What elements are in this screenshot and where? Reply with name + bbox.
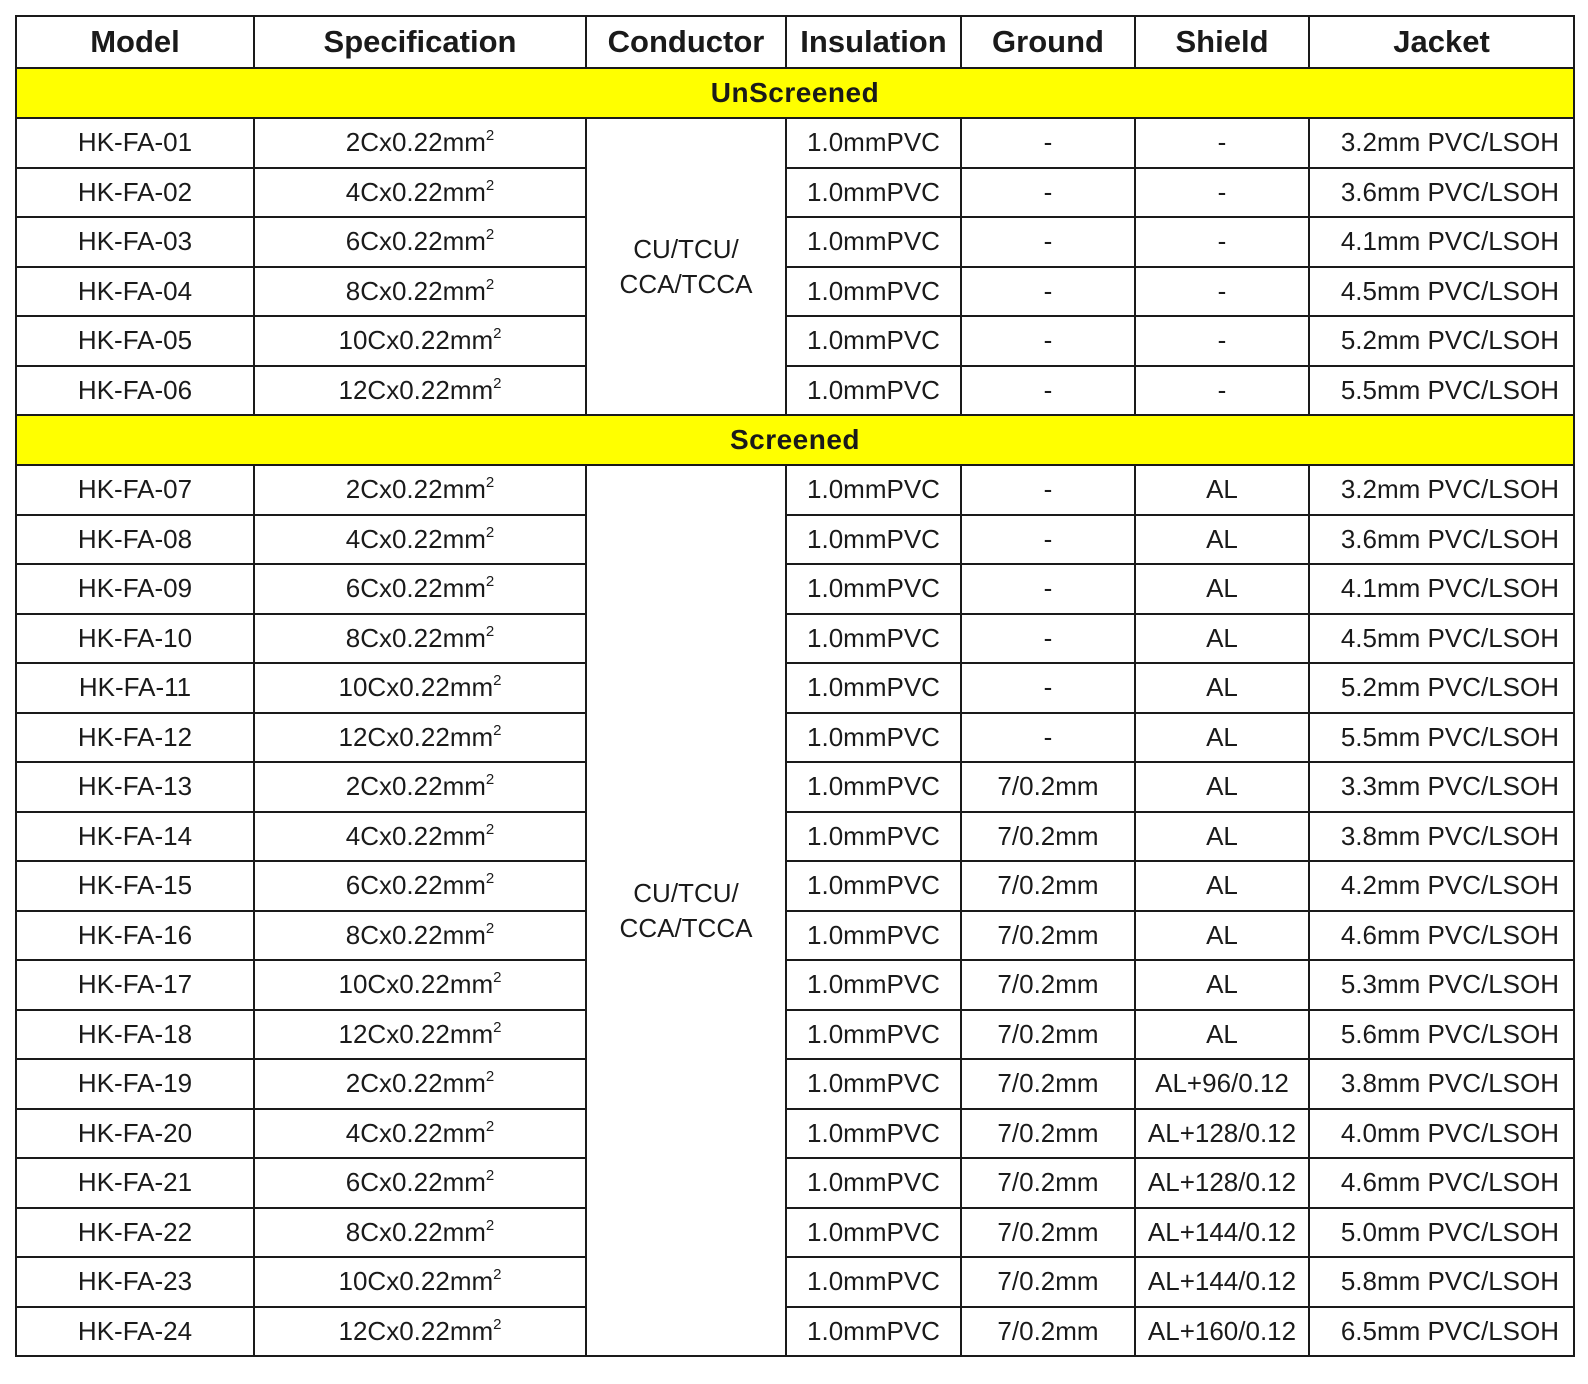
cell-shield: AL (1135, 1010, 1309, 1060)
section-header-row (16, 415, 1574, 465)
cell-ground: 7/0.2mm (961, 1158, 1135, 1208)
table-row (16, 713, 1574, 763)
table-row (16, 762, 1574, 812)
spec-superscript: 2 (485, 176, 495, 194)
cell-jacket: 4.0mm PVC/LSOH (1309, 1109, 1574, 1159)
cell-model: HK-FA-06 (16, 366, 254, 416)
cell-model: HK-FA-04 (16, 267, 254, 317)
cell-ground: 7/0.2mm (961, 911, 1135, 961)
cell-insulation: 1.0mmPVC (786, 1010, 961, 1060)
cell-specification (254, 1158, 586, 1208)
cell-jacket: 4.5mm PVC/LSOH (1309, 614, 1574, 664)
cell-insulation: 1.0mmPVC (786, 316, 961, 366)
table-row (16, 316, 1574, 366)
cell-shield: - (1135, 366, 1309, 416)
spec-unit: mm (442, 870, 486, 901)
spec-superscript: 2 (485, 771, 495, 789)
spec-value: 12Cx0.22 (338, 1315, 450, 1346)
spec-unit: mm (442, 919, 486, 950)
cell-shield: AL (1135, 960, 1309, 1010)
cell-jacket: 3.3mm PVC/LSOH (1309, 762, 1574, 812)
cell-conductor (586, 465, 786, 1356)
cell-model: HK-FA-16 (16, 911, 254, 961)
cable-spec-table (15, 15, 1575, 1357)
table-row (16, 812, 1574, 862)
conductor-line: CU/TCU/ (633, 877, 739, 908)
conductor-line: CCA/TCCA (619, 912, 753, 943)
cell-ground: - (961, 118, 1135, 168)
header-row (16, 16, 1574, 68)
cell-jacket: 3.6mm PVC/LSOH (1309, 168, 1574, 218)
spec-value: 8Cx0.22 (345, 275, 443, 306)
cell-insulation: 1.0mmPVC (786, 762, 961, 812)
spec-unit: mm (442, 226, 486, 257)
cell-specification (254, 515, 586, 565)
cell-model: HK-FA-08 (16, 515, 254, 565)
table-row (16, 861, 1574, 911)
cell-model: HK-FA-07 (16, 465, 254, 515)
spec-unit: mm (449, 969, 494, 1000)
cell-shield: AL (1135, 465, 1309, 515)
spec-superscript: 2 (485, 919, 495, 937)
header-shield: Shield (1135, 16, 1309, 68)
cell-jacket: 4.1mm PVC/LSOH (1309, 564, 1574, 614)
cell-specification (254, 1010, 586, 1060)
cell-ground: - (961, 267, 1135, 317)
cell-conductor (586, 118, 786, 415)
spec-superscript: 2 (485, 1167, 495, 1185)
cell-specification (254, 762, 586, 812)
spec-value: 6Cx0.22 (345, 870, 443, 901)
spec-value: 4Cx0.22 (345, 1117, 443, 1148)
cell-specification (254, 960, 586, 1010)
cell-model: HK-FA-23 (16, 1257, 254, 1307)
cell-insulation: 1.0mmPVC (786, 713, 961, 763)
cell-shield: AL (1135, 713, 1309, 763)
cell-shield: AL (1135, 663, 1309, 713)
table-row (16, 118, 1574, 168)
spec-unit: mm (442, 573, 486, 604)
cell-ground: 7/0.2mm (961, 1208, 1135, 1258)
cell-jacket: 6.5mm PVC/LSOH (1309, 1307, 1574, 1357)
cell-insulation: 1.0mmPVC (786, 663, 961, 713)
cell-ground: 7/0.2mm (961, 812, 1135, 862)
spec-value: 4Cx0.22 (345, 523, 443, 554)
spec-superscript: 2 (485, 622, 495, 640)
cell-ground: 7/0.2mm (961, 861, 1135, 911)
cell-model: HK-FA-05 (16, 316, 254, 366)
header-ground: Ground (961, 16, 1135, 68)
cell-insulation: 1.0mmPVC (786, 1208, 961, 1258)
cell-insulation: 1.0mmPVC (786, 118, 961, 168)
spec-superscript: 2 (493, 1266, 502, 1284)
table-row (16, 515, 1574, 565)
cell-shield: - (1135, 168, 1309, 218)
spec-superscript: 2 (485, 127, 495, 145)
cell-specification (254, 812, 586, 862)
spec-superscript: 2 (493, 1018, 502, 1036)
cell-specification (254, 217, 586, 267)
cell-insulation: 1.0mmPVC (786, 1109, 961, 1159)
header-insulation: Insulation (786, 16, 961, 68)
cell-model: HK-FA-10 (16, 614, 254, 664)
spec-unit: mm (449, 1315, 494, 1346)
table-row (16, 1257, 1574, 1307)
cell-jacket: 5.5mm PVC/LSOH (1309, 366, 1574, 416)
cell-jacket: 4.5mm PVC/LSOH (1309, 267, 1574, 317)
cell-model: HK-FA-12 (16, 713, 254, 763)
spec-superscript: 2 (485, 1216, 495, 1234)
cell-shield: AL+128/0.12 (1135, 1158, 1309, 1208)
spec-value: 2Cx0.22 (345, 771, 443, 802)
cell-shield: AL (1135, 614, 1309, 664)
cell-specification (254, 465, 586, 515)
table-row (16, 267, 1574, 317)
cell-insulation: 1.0mmPVC (786, 812, 961, 862)
spec-superscript: 2 (493, 969, 502, 987)
conductor-line: CU/TCU/ (633, 233, 739, 264)
cell-model: HK-FA-22 (16, 1208, 254, 1258)
spec-unit: mm (442, 1117, 486, 1148)
header-specification: Specification (254, 16, 586, 68)
cell-specification (254, 316, 586, 366)
spec-superscript: 2 (493, 721, 502, 739)
cell-jacket: 3.2mm PVC/LSOH (1309, 465, 1574, 515)
cell-model: HK-FA-21 (16, 1158, 254, 1208)
cell-specification (254, 118, 586, 168)
table-row (16, 663, 1574, 713)
table-row (16, 564, 1574, 614)
spec-superscript: 2 (485, 573, 495, 591)
spec-unit: mm (442, 127, 486, 158)
spec-superscript: 2 (493, 374, 502, 392)
spec-superscript: 2 (485, 1117, 495, 1135)
cell-jacket: 5.6mm PVC/LSOH (1309, 1010, 1574, 1060)
cell-shield: AL (1135, 564, 1309, 614)
cell-ground: - (961, 465, 1135, 515)
cell-ground: 7/0.2mm (961, 960, 1135, 1010)
cell-specification (254, 614, 586, 664)
cell-specification (254, 911, 586, 961)
cell-shield: AL+160/0.12 (1135, 1307, 1309, 1357)
cell-model: HK-FA-03 (16, 217, 254, 267)
spec-value: 12Cx0.22 (338, 721, 450, 752)
cell-shield: AL (1135, 911, 1309, 961)
cell-insulation: 1.0mmPVC (786, 267, 961, 317)
cell-jacket: 5.5mm PVC/LSOH (1309, 713, 1574, 763)
spec-value: 10Cx0.22 (338, 325, 450, 356)
header-jacket: Jacket (1309, 16, 1574, 68)
table-row (16, 960, 1574, 1010)
cell-jacket: 5.2mm PVC/LSOH (1309, 316, 1574, 366)
cell-model: HK-FA-15 (16, 861, 254, 911)
cell-specification (254, 713, 586, 763)
cell-jacket: 3.8mm PVC/LSOH (1309, 812, 1574, 862)
table-row (16, 1208, 1574, 1258)
table-row (16, 465, 1574, 515)
spec-value: 6Cx0.22 (345, 573, 443, 604)
spec-superscript: 2 (485, 474, 495, 492)
cell-jacket: 5.0mm PVC/LSOH (1309, 1208, 1574, 1258)
cell-specification (254, 168, 586, 218)
spec-value: 12Cx0.22 (338, 374, 450, 405)
cell-ground: - (961, 564, 1135, 614)
cell-ground: - (961, 168, 1135, 218)
cell-jacket: 4.1mm PVC/LSOH (1309, 217, 1574, 267)
spec-unit: mm (442, 523, 486, 554)
spec-value: 4Cx0.22 (345, 176, 443, 207)
cell-specification (254, 1109, 586, 1159)
cell-jacket: 4.6mm PVC/LSOH (1309, 1158, 1574, 1208)
conductor-line: CCA/TCCA (619, 268, 753, 299)
cell-insulation: 1.0mmPVC (786, 861, 961, 911)
cell-ground: 7/0.2mm (961, 1059, 1135, 1109)
cell-model: HK-FA-09 (16, 564, 254, 614)
spec-unit: mm (442, 474, 486, 505)
table-row (16, 1010, 1574, 1060)
cell-shield: AL+144/0.12 (1135, 1208, 1309, 1258)
cell-model: HK-FA-02 (16, 168, 254, 218)
cell-insulation: 1.0mmPVC (786, 217, 961, 267)
spec-superscript: 2 (485, 275, 495, 293)
cell-insulation: 1.0mmPVC (786, 911, 961, 961)
cell-insulation: 1.0mmPVC (786, 465, 961, 515)
cell-model: HK-FA-18 (16, 1010, 254, 1060)
spec-unit: mm (442, 275, 486, 306)
spec-superscript: 2 (493, 1315, 502, 1333)
cell-specification (254, 1208, 586, 1258)
cell-specification (254, 366, 586, 416)
spec-superscript: 2 (485, 820, 495, 838)
cell-insulation: 1.0mmPVC (786, 515, 961, 565)
spec-value: 2Cx0.22 (345, 127, 443, 158)
cell-specification (254, 663, 586, 713)
table-row (16, 366, 1574, 416)
cell-insulation: 1.0mmPVC (786, 366, 961, 416)
spec-unit: mm (442, 1216, 486, 1247)
cell-jacket: 3.8mm PVC/LSOH (1309, 1059, 1574, 1109)
cell-shield: AL (1135, 812, 1309, 862)
cell-model: HK-FA-11 (16, 663, 254, 713)
cell-shield: AL (1135, 515, 1309, 565)
spec-superscript: 2 (485, 523, 495, 541)
cell-insulation: 1.0mmPVC (786, 1059, 961, 1109)
table-row (16, 1158, 1574, 1208)
cell-specification (254, 267, 586, 317)
cell-jacket: 5.2mm PVC/LSOH (1309, 663, 1574, 713)
cell-model: HK-FA-24 (16, 1307, 254, 1357)
cell-ground: - (961, 663, 1135, 713)
cell-ground: - (961, 614, 1135, 664)
table-row (16, 1307, 1574, 1357)
cell-model: HK-FA-14 (16, 812, 254, 862)
spec-value: 6Cx0.22 (345, 226, 443, 257)
spec-superscript: 2 (485, 226, 495, 244)
cell-ground: 7/0.2mm (961, 1109, 1135, 1159)
table-row (16, 1059, 1574, 1109)
cell-model: HK-FA-13 (16, 762, 254, 812)
cell-ground: - (961, 217, 1135, 267)
spec-value: 6Cx0.22 (345, 1167, 443, 1198)
cell-model: HK-FA-17 (16, 960, 254, 1010)
spec-unit: mm (449, 325, 494, 356)
spec-unit: mm (449, 1266, 494, 1297)
table-row (16, 614, 1574, 664)
cell-model: HK-FA-19 (16, 1059, 254, 1109)
spec-value: 8Cx0.22 (345, 622, 443, 653)
header-conductor: Conductor (586, 16, 786, 68)
cell-specification (254, 1059, 586, 1109)
cell-shield: AL+144/0.12 (1135, 1257, 1309, 1307)
spec-value: 10Cx0.22 (338, 672, 450, 703)
spec-unit: mm (449, 1018, 494, 1049)
spec-value: 2Cx0.22 (345, 1068, 443, 1099)
spec-unit: mm (442, 1068, 486, 1099)
cell-shield: AL (1135, 861, 1309, 911)
spec-superscript: 2 (493, 672, 502, 690)
spec-unit: mm (442, 176, 486, 207)
spec-unit: mm (442, 820, 486, 851)
cell-jacket: 4.2mm PVC/LSOH (1309, 861, 1574, 911)
spec-value: 10Cx0.22 (338, 1266, 450, 1297)
spec-unit: mm (449, 374, 494, 405)
section-header-row (16, 68, 1574, 118)
table-row (16, 217, 1574, 267)
spec-unit: mm (442, 622, 486, 653)
spec-unit: mm (442, 1167, 486, 1198)
cell-specification (254, 1257, 586, 1307)
cell-ground: 7/0.2mm (961, 1010, 1135, 1060)
cell-ground: 7/0.2mm (961, 762, 1135, 812)
cell-jacket: 3.6mm PVC/LSOH (1309, 515, 1574, 565)
cell-specification (254, 564, 586, 614)
cell-specification (254, 1307, 586, 1357)
spec-value: 8Cx0.22 (345, 919, 443, 950)
section-title: Screened (16, 415, 1574, 465)
table-row (16, 168, 1574, 218)
cell-ground: - (961, 713, 1135, 763)
cell-shield: - (1135, 217, 1309, 267)
spec-unit: mm (449, 672, 494, 703)
header-model: Model (16, 16, 254, 68)
spec-superscript: 2 (485, 1068, 495, 1086)
cell-shield: AL+96/0.12 (1135, 1059, 1309, 1109)
cell-insulation: 1.0mmPVC (786, 614, 961, 664)
cell-specification (254, 861, 586, 911)
cell-ground: - (961, 515, 1135, 565)
spec-value: 8Cx0.22 (345, 1216, 443, 1247)
cell-insulation: 1.0mmPVC (786, 1307, 961, 1357)
cell-model: HK-FA-01 (16, 118, 254, 168)
spec-value: 10Cx0.22 (338, 969, 450, 1000)
cell-jacket: 3.2mm PVC/LSOH (1309, 118, 1574, 168)
cell-ground: - (961, 316, 1135, 366)
cell-insulation: 1.0mmPVC (786, 1158, 961, 1208)
cell-shield: - (1135, 267, 1309, 317)
table-row (16, 911, 1574, 961)
spec-superscript: 2 (485, 870, 495, 888)
spec-unit: mm (442, 771, 486, 802)
spec-value: 2Cx0.22 (345, 474, 443, 505)
cell-shield: AL+128/0.12 (1135, 1109, 1309, 1159)
cell-ground: 7/0.2mm (961, 1307, 1135, 1357)
cell-jacket: 5.8mm PVC/LSOH (1309, 1257, 1574, 1307)
cell-jacket: 4.6mm PVC/LSOH (1309, 911, 1574, 961)
cell-insulation: 1.0mmPVC (786, 564, 961, 614)
spec-superscript: 2 (493, 325, 502, 343)
cell-ground: - (961, 366, 1135, 416)
cell-insulation: 1.0mmPVC (786, 1257, 961, 1307)
spec-value: 4Cx0.22 (345, 820, 443, 851)
spec-value: 12Cx0.22 (338, 1018, 450, 1049)
cell-shield: - (1135, 316, 1309, 366)
cell-shield: AL (1135, 762, 1309, 812)
table-row (16, 1109, 1574, 1159)
cell-shield: - (1135, 118, 1309, 168)
table-body (16, 68, 1574, 1356)
section-title: UnScreened (16, 68, 1574, 118)
cell-insulation: 1.0mmPVC (786, 960, 961, 1010)
cell-ground: 7/0.2mm (961, 1257, 1135, 1307)
spec-unit: mm (449, 721, 494, 752)
cell-model: HK-FA-20 (16, 1109, 254, 1159)
cell-insulation: 1.0mmPVC (786, 168, 961, 218)
cell-jacket: 5.3mm PVC/LSOH (1309, 960, 1574, 1010)
